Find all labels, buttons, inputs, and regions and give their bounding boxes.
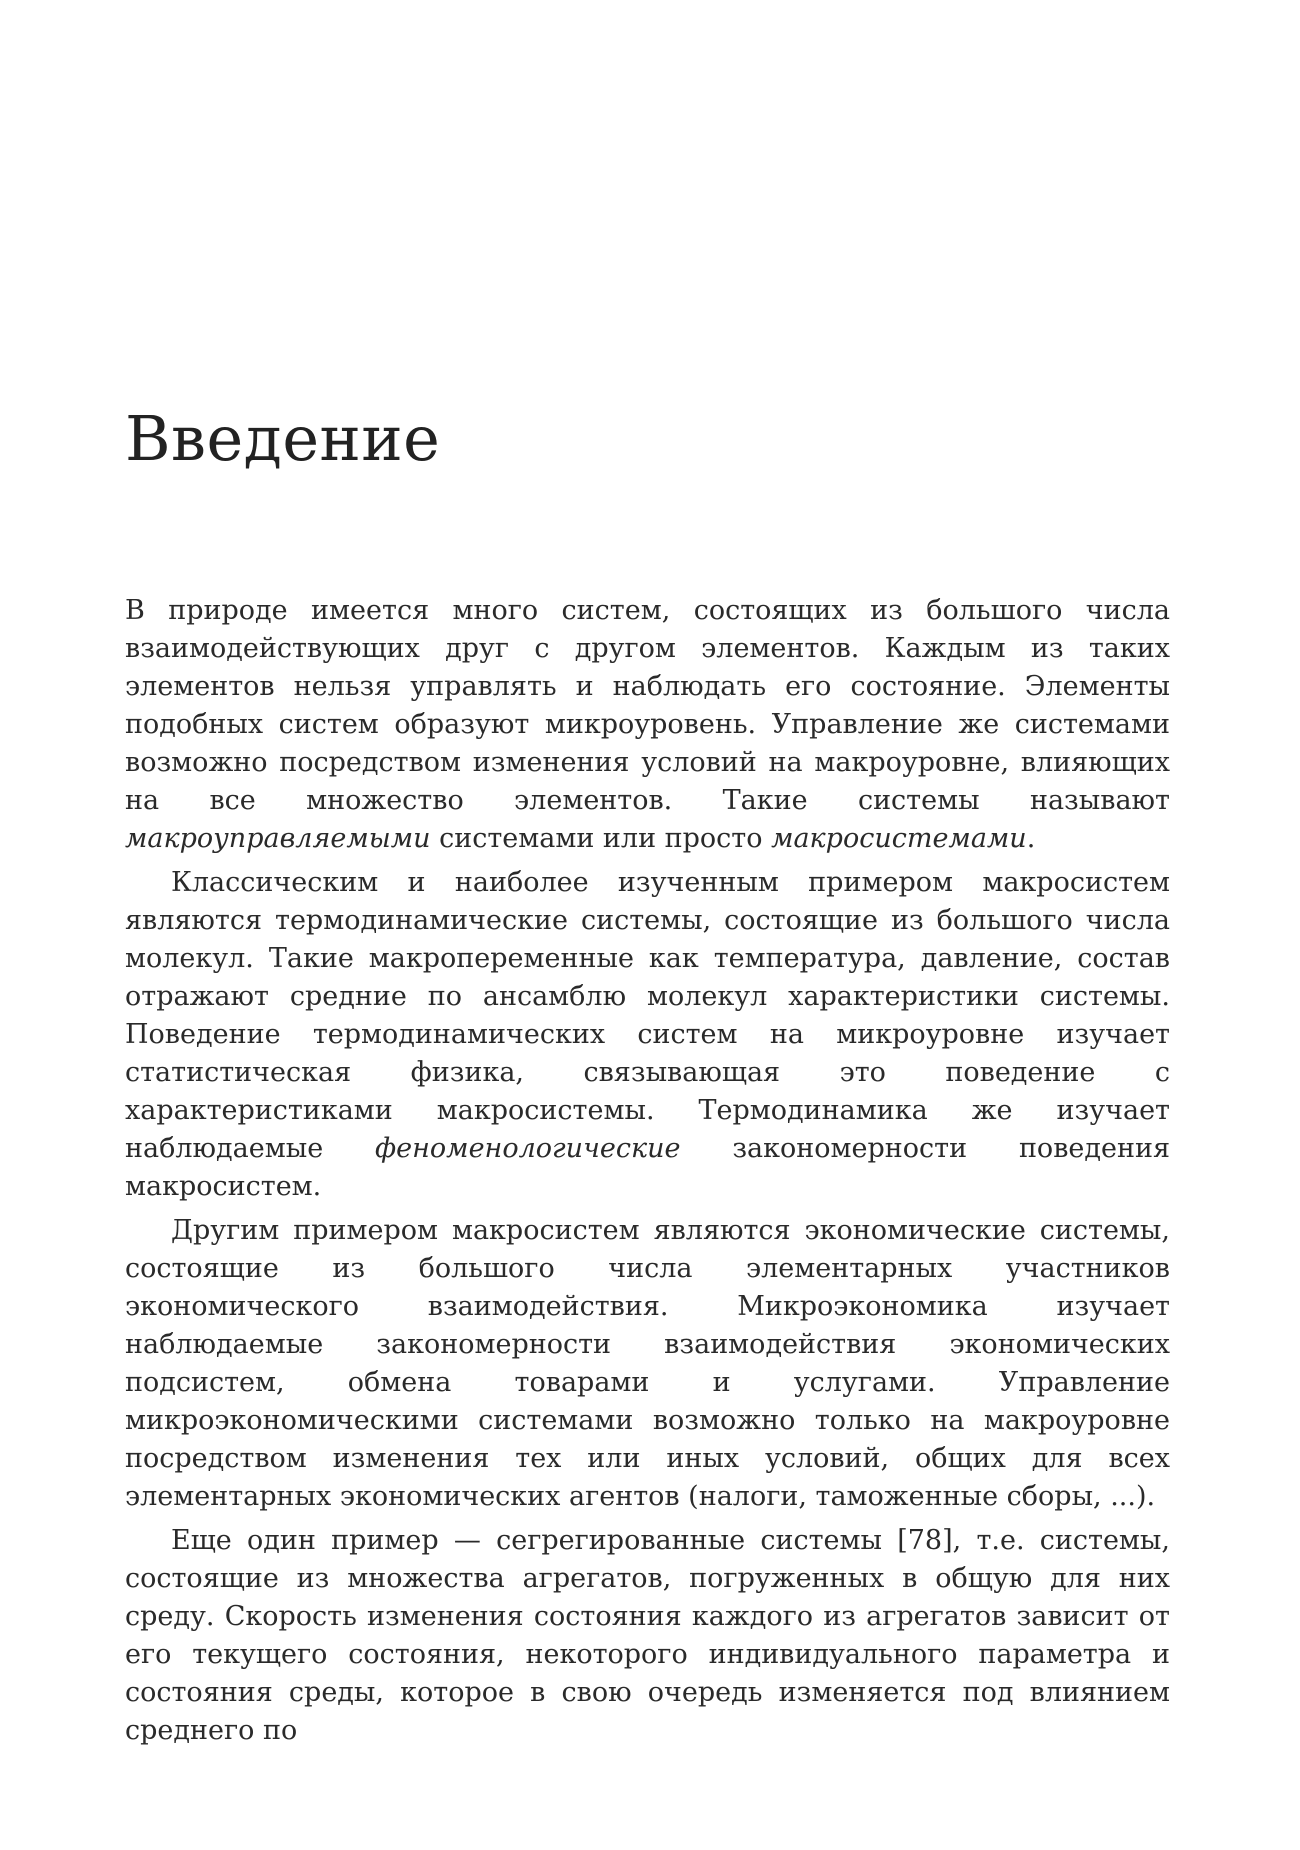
term-macrosystems: макросистемами xyxy=(771,823,1027,854)
paragraph-1 xyxy=(125,592,1170,858)
body-text xyxy=(125,592,1170,1756)
paragraph-2-text-b: закономерности поведения макросистем. xyxy=(125,1133,1170,1202)
chapter-title: Введение xyxy=(125,402,441,475)
term-macrocontrolled: макроуправляемыми xyxy=(125,823,431,854)
paragraph-1-text-a: В природе имеется много систем, состоящих из большого числа взаимодействующих друг с другом элементов. Каждым из таких элементов нельзя управлять и наблюдать его состояние. Элементы подобных систем образуют микроуровень. Управление же системами возможно посредством изменения условий на макроуровне, влияющих на все множество элементов. Такие системы называют xyxy=(125,595,1170,816)
paragraph-2-text-a: Классическим и наиболее изученным примером макросистем являются термодинамические системы, состоящие из большого числа молекул. Такие макропеременные как температура, давление, состав отражают средние по ансамблю молекул характеристики системы. Поведение термодинамических систем на микроуровне изучает статистическая физика, связывающая это поведение с характеристиками макросистемы. Термодинамика же изучает наблюдаемые xyxy=(125,867,1170,1164)
paragraph-2 xyxy=(125,864,1170,1206)
paragraph-4: Еще один пример — сегрегированные системы [78], т.е. системы, состоящие из множества агрегатов, погруженных в общую для них среду. Скорость изменения состояния каждого из агрегатов зависит от его текущего состояния, некоторого индивидуального параметра и состояния среды, которое в свою очередь изменяется под влиянием среднего по xyxy=(125,1525,1170,1746)
paragraph-1-text-c: . xyxy=(1026,823,1036,854)
paragraph-1-text-b: системами или просто xyxy=(430,823,772,854)
paragraph-3: Другим примером макросистем являются экономические системы, состоящие из большого числа элементарных участников экономического взаимодействия. Микроэкономика изучает наблюдаемые закономерности взаимодействия экономических подсистем, обмена товарами и услугами. Управление микроэкономическими системами возможно только на макроуровне посредством изменения тех или иных условий, общих для всех элементарных экономических агентов (налоги, таможенные сборы, ...). xyxy=(125,1215,1170,1512)
term-phenomenological: феноменологические xyxy=(375,1133,681,1164)
